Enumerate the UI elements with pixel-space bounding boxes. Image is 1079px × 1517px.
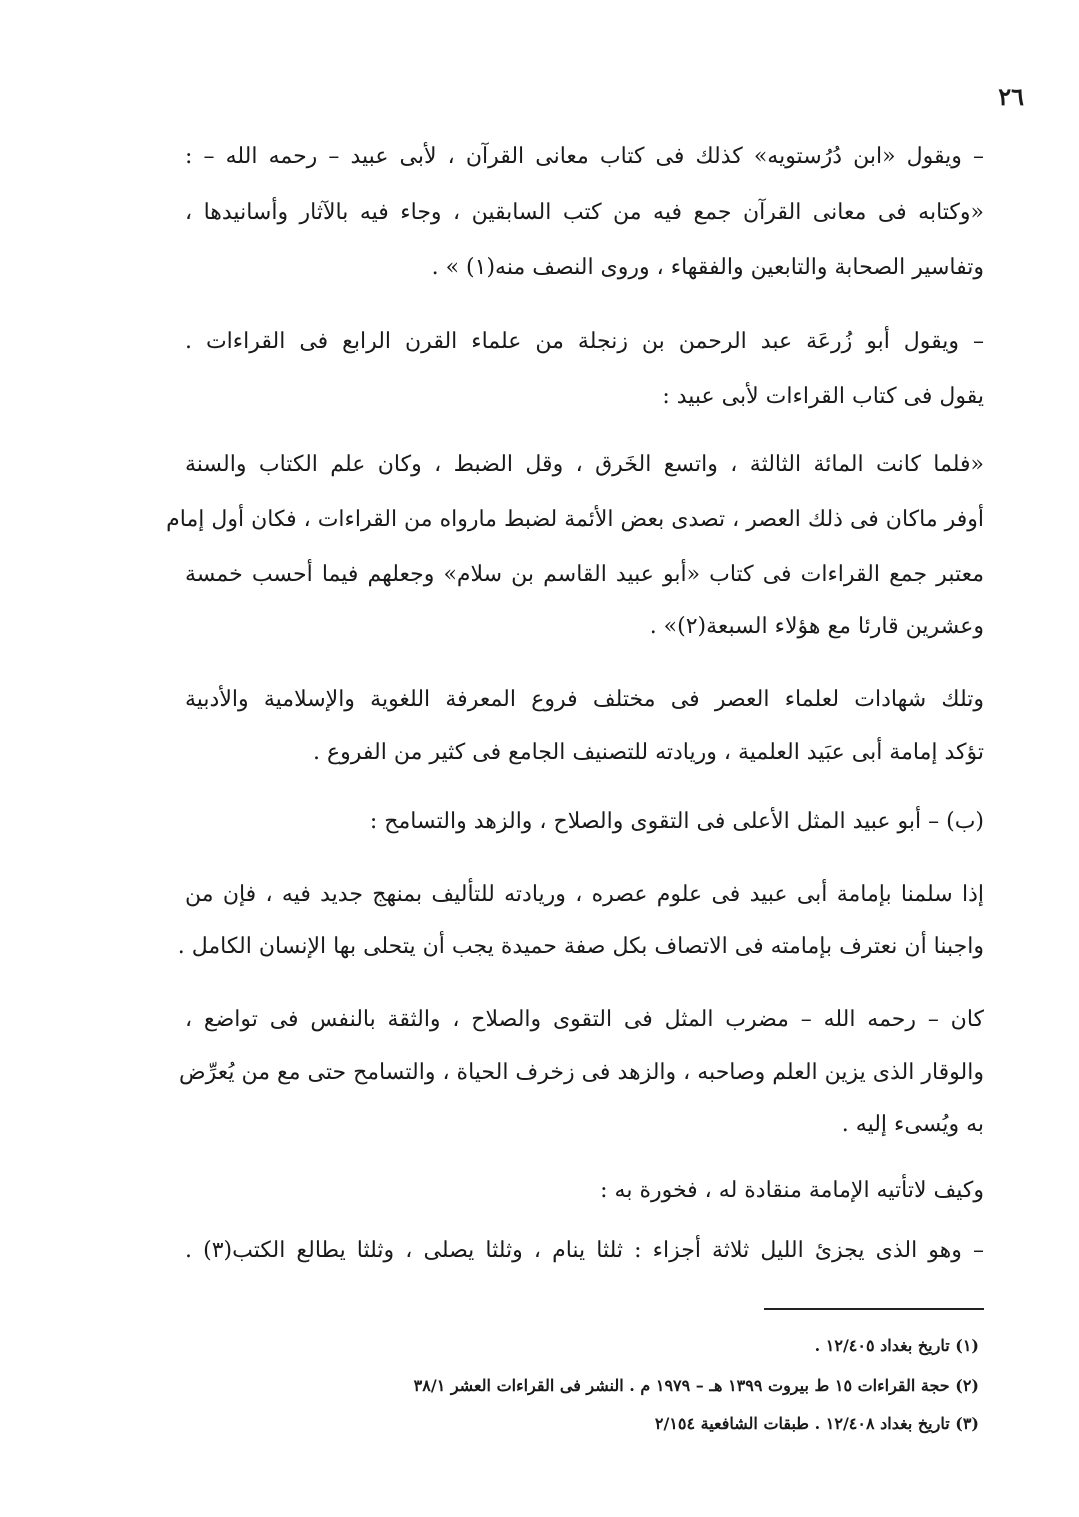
body-line: أوفر ماكان فى ذلك العصر ، تصدى بعض الأئمة لضبط مارواه من القراءات ، فكان أول إمام (166, 507, 984, 532)
body-line: إذا سلمنا بإمامة أبى عبيد فى علوم عصره ، وريادته للتأليف بمنهج جديد فيه ، فإن من (185, 882, 984, 907)
body-line: وعشرين قارئا مع هؤلاء السبعة(٢)» . (649, 614, 984, 639)
body-line: وكيف لاتأتيه الإمامة منقادة له ، فخورة به : (600, 1178, 984, 1203)
body-line: كان – رحمه الله – مضرب المثل فى التقوى والصلاح ، والثقة بالنفس فى تواضع ، (185, 1007, 984, 1032)
body-line: – ويقول «ابن دُرُستويه» كذلك فى كتاب معانى القرآن ، لأبى عبيد – رحمه الله – : (185, 144, 984, 169)
body-line: واجبنا أن نعترف بإمامته فى الاتصاف بكل صفة حميدة يجب أن يتحلى بها الإنسان الكامل . (177, 934, 984, 959)
body-line: والوقار الذى يزين العلم وصاحبه ، والزهد فى زخرف الحياة ، والتسامح حتى مع من يُعرِّض (179, 1060, 984, 1085)
body-line: معتبر جمع القراءات فى كتاب «أبو عبيد القاسم بن سلام» وجعلهم فيما أحسب خمسة (185, 562, 984, 587)
body-line: «فلما كانت المائة الثالثة ، واتسع الخَرق ، وقل الضبط ، وكان علم الكتاب والسنة (185, 452, 984, 477)
body-line: – وهو الذى يجزئ الليل ثلاثة أجزاء : ثلثا ينام ، وثلثا يصلى ، وثلثا يطالع الكتب(٣) . (185, 1238, 984, 1263)
body-line: تؤكد إمامة أبى عبَيد العلمية ، وريادته للتصنيف الجامع فى كثير من الفروع . (313, 740, 984, 765)
body-line: – ويقول أبو زُرعَة عبد الرحمن بن زنجلة من علماء القرن الرابع فى القراءات . (185, 329, 984, 354)
footnote: (٢) حجة القراءات ١٥ ط بيروت ١٣٩٩ هـ – ١٩٧٩ م . النشر فى القراءات العشر ٣٨/١ (413, 1376, 979, 1395)
body-line: «وكتابه فى معانى القرآن جمع فيه من كتب السابقين ، وجاء فيه بالآثار وأسانيدها ، (185, 200, 984, 225)
body-line: به ويُسىء إليه . (841, 1112, 984, 1137)
section-heading: (ب) – أبو عبيد المثل الأعلى فى التقوى والصلاح ، والزهد والتسامح : (369, 809, 984, 834)
footnote: (١) تاريخ بغداد ١٢/٤٠٥ . (814, 1336, 979, 1355)
footnote-divider (764, 1308, 984, 1310)
body-line: وتلك شهادات لعلماء العصر فى مختلف فروع المعرفة اللغوية والإسلامية والأدبية (185, 687, 984, 712)
body-line: يقول فى كتاب القراءات لأبى عبيد : (662, 384, 984, 409)
footnote: (٣) تاريخ بغداد ١٢/٤٠٨ . طبقات الشافعية ٢/١٥٤ (654, 1414, 979, 1433)
page-number: ٢٦ (998, 82, 1024, 111)
body-line: وتفاسير الصحابة والتابعين والفقهاء ، وروى النصف منه(١) » . (431, 255, 984, 280)
